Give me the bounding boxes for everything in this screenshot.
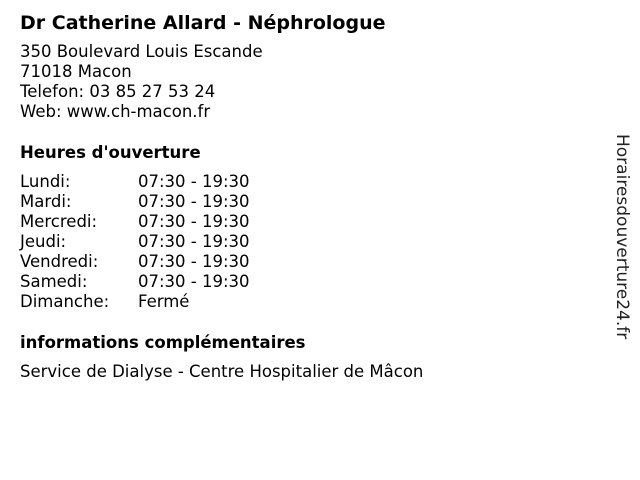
additional-info-text: Service de Dialyse - Centre Hospitalier de Mâcon (20, 362, 424, 381)
site-watermark: Horairesdouverture24.fr (612, 134, 632, 340)
day-label: Lundi: (20, 172, 71, 191)
time-range: 07:30 - 19:30 (138, 252, 250, 271)
time-range: Fermé (138, 292, 190, 311)
phone-number: Telefon: 03 85 27 53 24 (20, 82, 216, 101)
time-range: 07:30 - 19:30 (138, 192, 250, 211)
day-label: Jeudi: (20, 232, 67, 251)
day-label: Samedi: (20, 272, 88, 291)
additional-info-heading: informations complémentaires (20, 333, 306, 352)
hours-row-sunday (20, 292, 590, 312)
day-label: Mercredi: (20, 212, 98, 231)
hours-row-friday (20, 252, 590, 272)
hours-row-thursday (20, 232, 590, 252)
business-card (20, 8, 590, 382)
website-link[interactable]: Web: www.ch-macon.fr (20, 102, 211, 121)
time-range: 07:30 - 19:30 (138, 232, 250, 251)
day-label: Mardi: (20, 192, 72, 211)
hours-row-tuesday (20, 192, 590, 212)
street-address: 350 Boulevard Louis Escande (20, 42, 263, 61)
opening-hours-heading: Heures d'ouverture (20, 143, 201, 162)
time-range: 07:30 - 19:30 (138, 172, 250, 191)
hours-row-monday (20, 172, 590, 192)
hours-row-saturday (20, 272, 590, 292)
city-postal: 71018 Macon (20, 62, 132, 81)
day-label: Vendredi: (20, 252, 99, 271)
opening-hours-list (20, 172, 590, 312)
address-block (20, 42, 590, 122)
day-label: Dimanche: (20, 292, 110, 311)
page-title: Dr Catherine Allard - Néphrologue (20, 12, 386, 34)
hours-row-wednesday (20, 212, 590, 232)
time-range: 07:30 - 19:30 (138, 272, 250, 291)
time-range: 07:30 - 19:30 (138, 212, 250, 231)
